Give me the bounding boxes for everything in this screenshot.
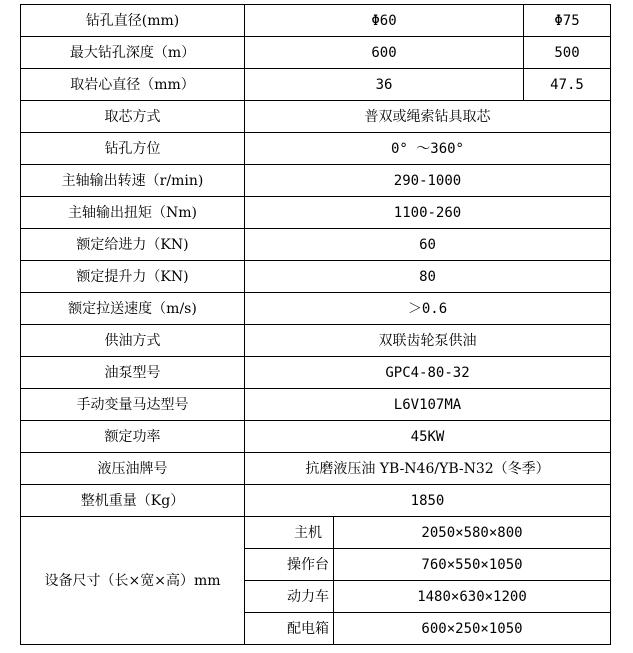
table-row	[21, 165, 611, 197]
row-label: 供油方式	[21, 325, 245, 357]
row-label: 钻孔方位	[21, 133, 245, 165]
table-row	[21, 133, 611, 165]
row-value: 双联齿轮泵供油	[245, 325, 611, 357]
table-row	[21, 325, 611, 357]
value-phi60: 600	[245, 37, 524, 69]
row-value: 45KW	[245, 421, 611, 453]
row-value: ＞0.6	[245, 293, 611, 325]
row-label: 额定功率	[21, 421, 245, 453]
spec-table	[20, 4, 611, 645]
table-row	[21, 293, 611, 325]
dimension-value: 2050×580×800	[334, 517, 611, 549]
row-value: 普双或绳索钻具取芯	[245, 101, 611, 133]
row-value: 60	[245, 229, 611, 261]
dimension-name: 动力车	[245, 581, 334, 613]
dimension-name: 操作台	[245, 549, 334, 581]
row-value: GPC4-80-32	[245, 357, 611, 389]
value-phi75: 47.5	[524, 69, 611, 101]
table-row	[21, 517, 611, 549]
table-row	[21, 421, 611, 453]
table-row	[21, 453, 611, 485]
table-row	[21, 101, 611, 133]
row-value: 1100-260	[245, 197, 611, 229]
dimension-value: 1480×630×1200	[334, 581, 611, 613]
table-row	[21, 357, 611, 389]
dimensions-label: 设备尺寸（长×宽×高）mm	[21, 517, 245, 645]
row-value: 80	[245, 261, 611, 293]
row-label: 主轴输出扭矩（Nm)	[21, 197, 245, 229]
table-row	[21, 197, 611, 229]
dimension-name: 配电箱	[245, 613, 334, 645]
table-row	[21, 229, 611, 261]
row-label: 液压油牌号	[21, 453, 245, 485]
dimension-name: 主机	[245, 517, 334, 549]
table-row	[21, 389, 611, 421]
row-label: 油泵型号	[21, 357, 245, 389]
row-label: 手动变量马达型号	[21, 389, 245, 421]
row-value: 1850	[245, 485, 611, 517]
value-phi75: Φ75	[524, 5, 611, 37]
row-label: 钻孔直径(mm)	[21, 5, 245, 37]
row-label: 额定给进力（KN)	[21, 229, 245, 261]
row-label: 额定提升力（KN)	[21, 261, 245, 293]
table-row	[21, 261, 611, 293]
row-label: 取芯方式	[21, 101, 245, 133]
table-row	[21, 37, 611, 69]
dimension-value: 760×550×1050	[334, 549, 611, 581]
value-phi60: 36	[245, 69, 524, 101]
row-value: 0° ～360°	[245, 133, 611, 165]
table-row	[21, 5, 611, 37]
row-label: 主轴输出转速（r/min)	[21, 165, 245, 197]
row-value: L6V107MA	[245, 389, 611, 421]
value-phi60: Φ60	[245, 5, 524, 37]
table-row	[21, 485, 611, 517]
value-phi75: 500	[524, 37, 611, 69]
row-value: 抗磨液压油 YB-N46/YB-N32（冬季）	[245, 453, 611, 485]
row-label: 整机重量（Kg）	[21, 485, 245, 517]
dimension-value: 600×250×1050	[334, 613, 611, 645]
row-label: 最大钻孔深度（m）	[21, 37, 245, 69]
table-row	[21, 69, 611, 101]
row-value: 290-1000	[245, 165, 611, 197]
row-label: 取岩心直径（mm）	[21, 69, 245, 101]
row-label: 额定拉送速度（m/s)	[21, 293, 245, 325]
